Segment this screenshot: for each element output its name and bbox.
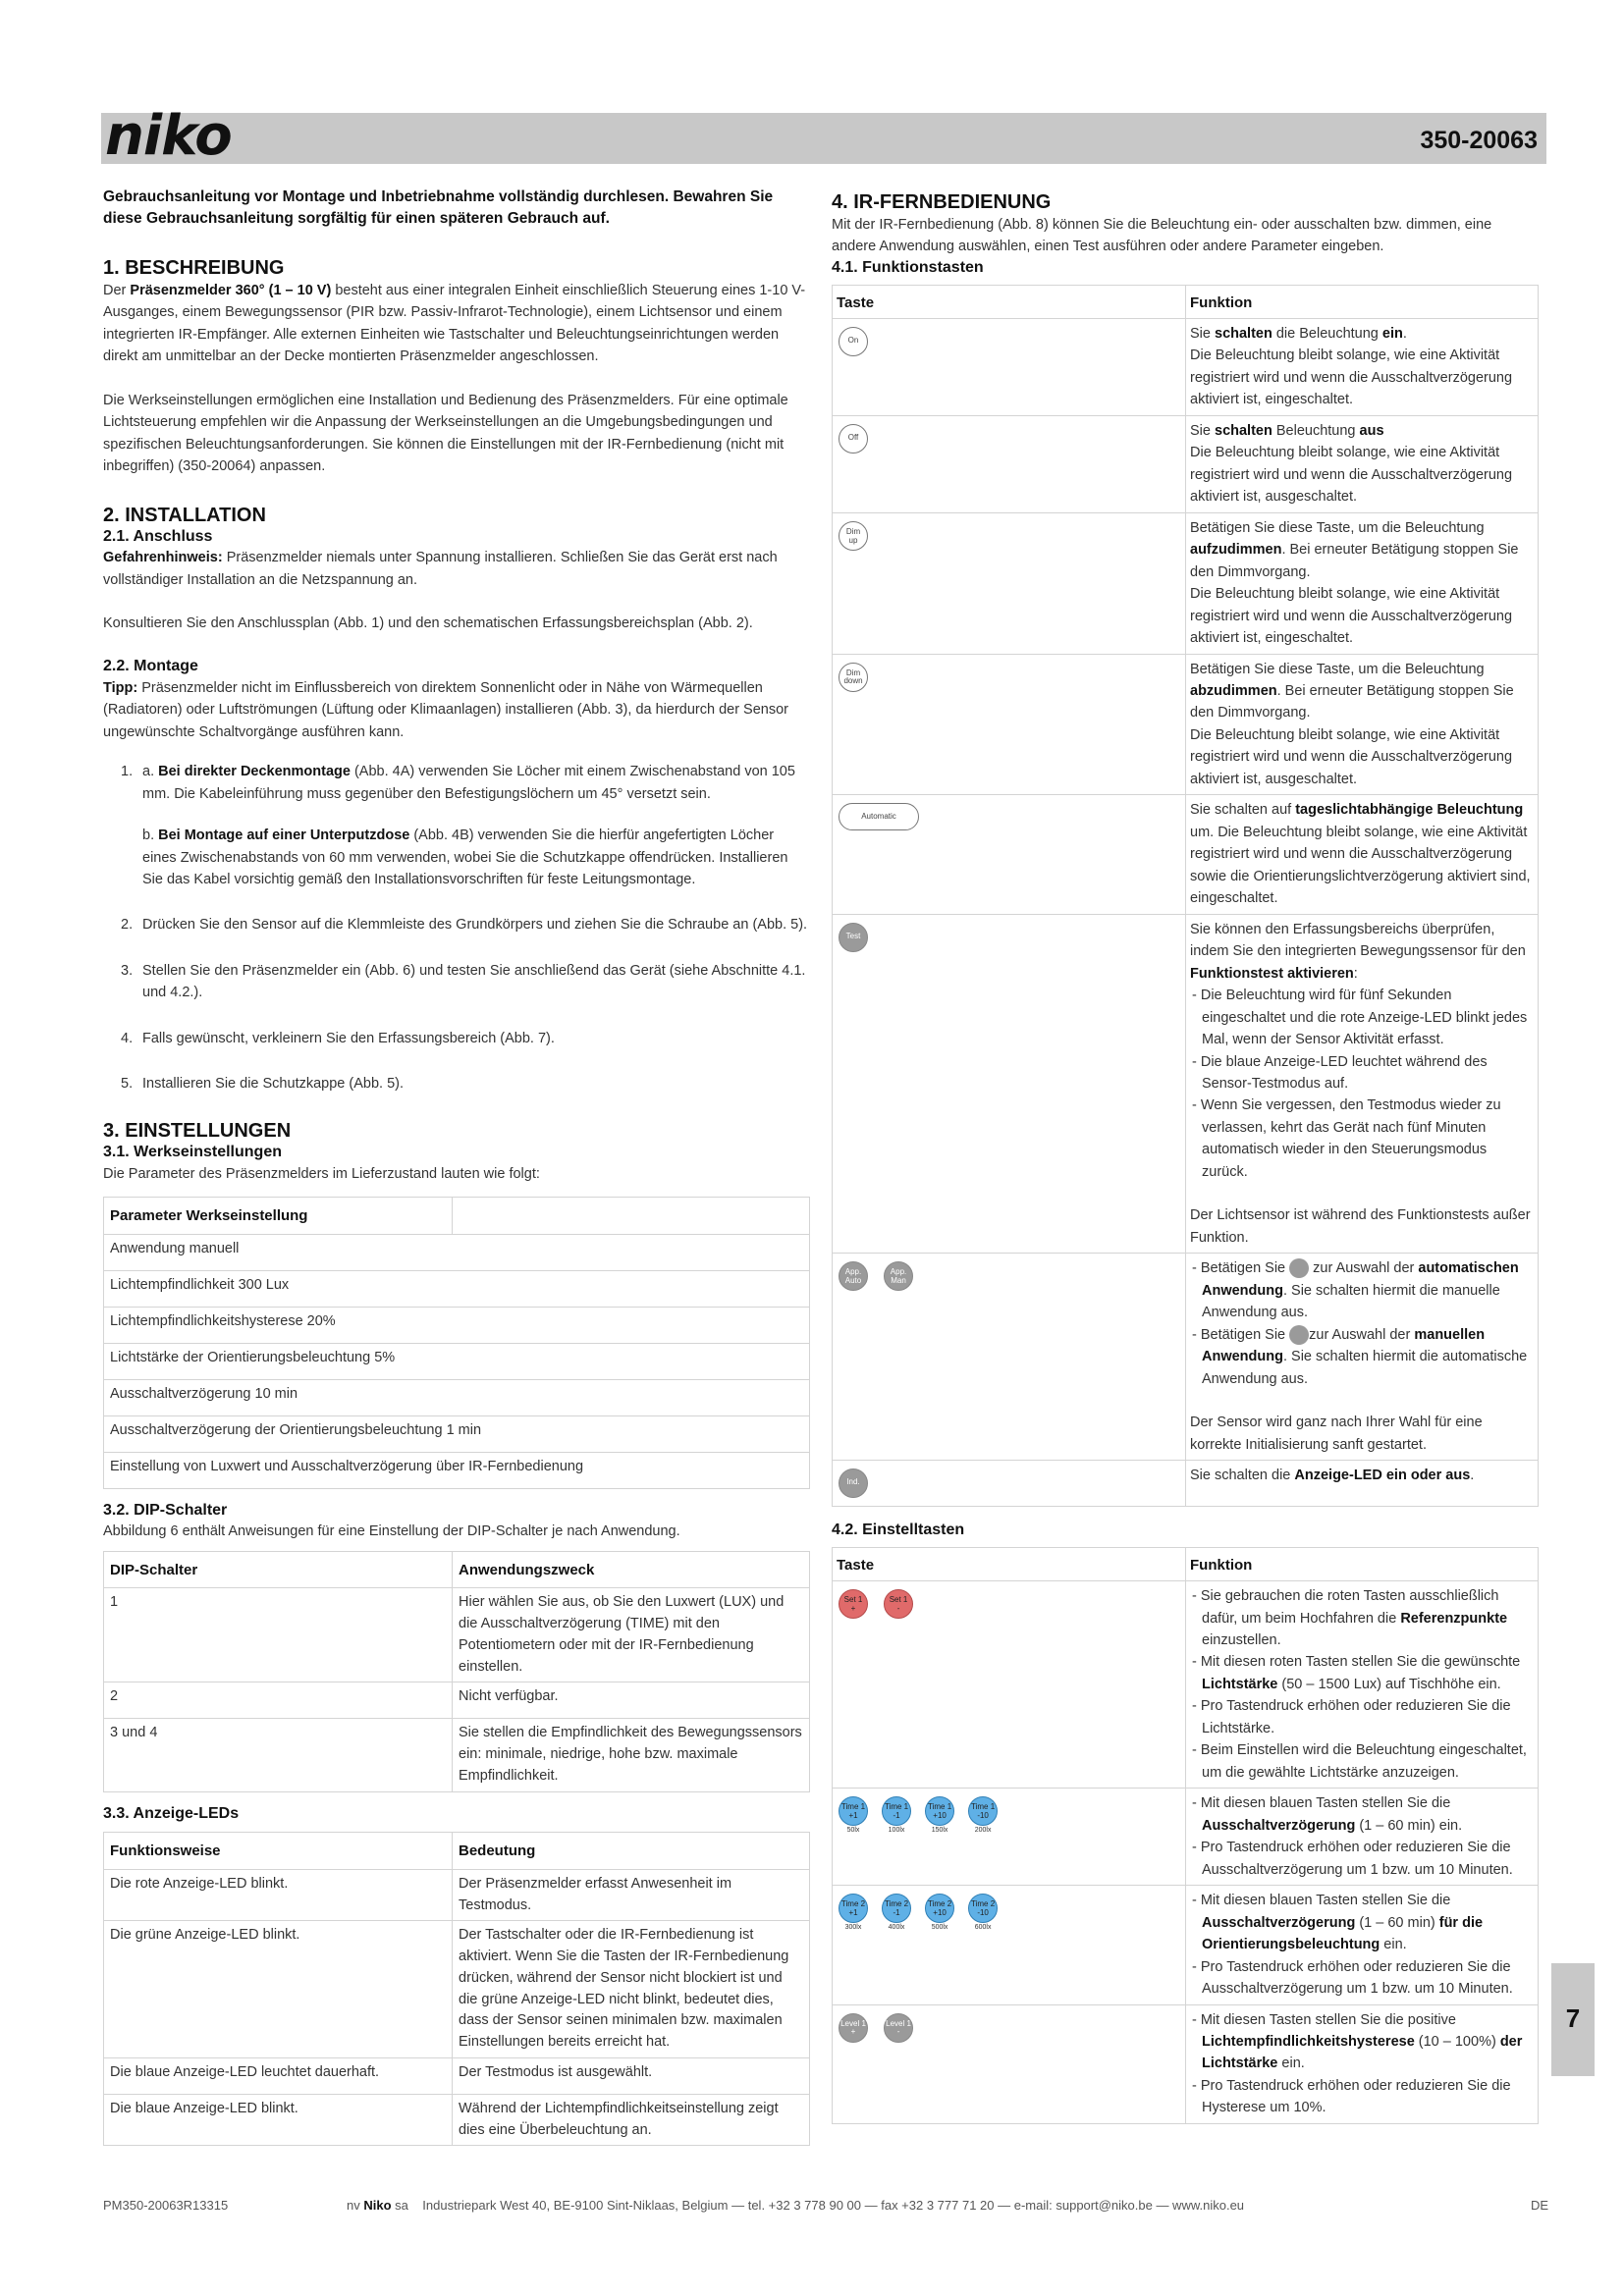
function-keys-table: Taste Funktion On Sie schalten die Beleuchtung ein. Die Beleuchtung bleibt solange, wie eine Aktivität registriert wird und wenn die Ausschaltverzögerung aktiviert ist, eingeschaltet. Off Sie schalten Beleuchtung aus Die Beleuchtung bleibt solange, wie eine Aktivität registriert wird und wenn die Ausschaltverzögerung aktiviert ist, ausgeschaltet. Dim up Betätigen Sie diese Taste, um die Beleuchtung aufzudimmen. Bei erneuter Betätigung stoppen Sie den Dimmvorgang. Die Beleuchtung bleibt solange, wie eine Aktivität registriert wird und wenn die Ausschaltverzögerung aktiviert ist, eingeschaltet. Dim down Betätigen Sie diese Taste, um die Beleuchtung abzudimmen. Bei erneuter Betätigung stoppen Sie den Dimmvorgang. Die Beleuchtung bleibt solange, wie eine Aktivität registriert wird und wenn die Ausschaltverzögerung aktiviert ist, ausgeschaltet. Automatic Sie schalten auf tageslichtabhängige Beleuchtung um. Die Beleuchtung bleibt solange, wie eine Aktivität registriert wird und wenn die Ausschaltverzögerung sowie die Orientierungslichtverzögerung aktiviert sind, eingeschaltet. Test Sie können den Erfassungsbereichs überprüfen, indem Sie den integrierten Bewegungssensor für den Funktionstest aktivieren: - Die Beleuchtung wird für fünf Sekunden eingeschaltet und die rote Anzeige-LED blinkt jedes Mal, wenn der Sensor Aktivität erfasst. - Die blaue Anzeige-LED leuchtet während des Sensor-Testmodus auf. - Wenn Sie vergessen, den Testmodus wieder zu verlassen, kehrt das Gerät nach fünf Minuten automatisch wieder in den Steuerungsmodus zurück. Der Lichtsensor ist während des Funktionstests außer Funktion. App. Auto App. Man - Betätigen Sie zur Auswahl der automatischen Anwendung. Sie schalten hiermit die manuelle Anwendung aus. - Betätigen Sie zur Auswahl der manuellen Anwendung. Sie schalten hiermit die automatische Anwendung aus. Der Sensor wird ganz nach Ihrer Wahl für eine korrekte Initialisierung sanft gestartet. Ind. Sie schalten die Anzeige-LED ein oder aus. — [832, 285, 1539, 1507]
list-item: 2. Drücken Sie den Sensor auf die Klemmleiste des Grundkörpers und ziehen Sie die Schraube an (Abb. 5). — [121, 917, 808, 934]
time1-minus1-button-icon: Time 1 -1 — [882, 1796, 911, 1826]
table-row: Die blaue Anzeige-LED leuchtet dauerhaft. Der Testmodus ist ausgewählt. — [104, 2057, 810, 2094]
table-row: 2 Nicht verfügbar. — [104, 1682, 810, 1719]
factory-settings-paragraph: Die Werkseinstellungen ermöglichen eine Installation und Bedienung des Präsenzmelders. Für eine optimale Lichtsteuerung empfehlen wir die Anpassung der Werkseinstellungen an die Umgebungsbedingungen und spezifischen Beleuchtungsanforderungen. Sie können die Einstellungen mit der IR-Fernbedienung (nicht mit inbegriffen) (350-20064) anpassen. — [103, 392, 788, 475]
table-row: Time 2 +1 300lx Time 2 -1 400lx Time 2 +10 500lx Time 2 -10 600lx - Mit diesen blauen Tasten stellen Sie die Ausschaltverzögerung (1 – 60 min) für die Orientierungsbeleuchtung ein. - Pro Tastendruck erhöhen oder reduzieren Sie die Ausschaltverzögerung um 1 bzw. um 10 Minuten. — [833, 1886, 1539, 2004]
subsection-2-1: 2.1. Anschluss — [103, 527, 213, 545]
set1-minus-button-icon: Set 1 - — [884, 1589, 913, 1619]
niko-logo: niko — [105, 104, 232, 168]
setting-keys-table: Taste Funktion Set 1 + Set 1 - - Sie gebrauchen die roten Tasten ausschließlich dafür, um beim Hochfahren die Referenzpunkte einzustellen. - Mit diesen roten Tasten stellen Sie die gewünschte Lichtstärke (50 – 1500 Lux) auf Tischhöhe ein. - Pro Tastendruck erhöhen oder reduzieren Sie die Lichtstärke. - Beim Einstellen wird die Beleuchtung eingeschaltet, um die gewählte Lichtstärke anzuzeigen. Time 1 +1 50lx Time 1 -1 100lx Time 1 +10 150lx Time 1 -10 200lx - Mit diesen blauen Tasten stellen Sie die Ausschaltverzögerung (1 – 60 min) ein. - Pro Tastendruck erhöhen oder reduzieren Sie die Ausschaltverzögerung um 1 bzw. um 10 Minuten. Time 2 +1 300lx Time 2 -1 400lx Time 2 +10 500lx Time 2 -10 600lx - Mit diesen blauen Tasten stellen Sie die Ausschaltverzögerung (1 – 60 min) für die Orientierungsbeleuchtung ein. - Pro Tastendruck erhöhen oder reduzieren Sie die Ausschaltverzögerung um 1 bzw. um 10 Minuten. Level 1 + Level 1 - - Mit diesen Tasten stellen Sie die positive Lichtempfindlichkeitshysterese (10 – 100%) der Lichtstärke ein. - Pro Tastendruck erhöhen oder reduzieren Sie die Hysterese um 10%. — [832, 1547, 1539, 2124]
table-row: Off Sie schalten Beleuchtung aus Die Beleuchtung bleibt solange, wie eine Aktivität registriert wird und wenn die Ausschaltverzögerung aktiviert ist, ausgeschaltet. — [833, 415, 1539, 512]
table-row: Die grüne Anzeige-LED blinkt. Der Tastschalter oder die IR-Fernbedienung ist aktiviert. Wenn Sie die Tasten der IR-Fernbedienung drücken, während der Sensor nicht blockiert ist und die grüne Anzeige-LED nicht blinkt, bedeutet dies, dass der Sensor seinen minimalen bzw. maximalen Einstellungen bereits erreicht hat. — [104, 1921, 810, 2058]
time2-plus1-button-icon: Time 2 +1 — [839, 1894, 868, 1923]
table-row: Test Sie können den Erfassungsbereichs überprüfen, indem Sie den integrierten Bewegungssensor für den Funktionstest aktivieren: - Die Beleuchtung wird für fünf Sekunden eingeschaltet und die rote Anzeige-LED blinkt jedes Mal, wenn der Sensor Aktivität erfasst. - Die blaue Anzeige-LED leuchtet während des Sensor-Testmodus auf. - Wenn Sie vergessen, den Testmodus wieder zu verlassen, kehrt das Gerät nach fünf Minuten automatisch wieder in den Steuerungsmodus zurück. Der Lichtsensor ist während des Funktionstests außer Funktion. — [833, 914, 1539, 1254]
time2-minus1-button-icon: Time 2 -1 — [882, 1894, 911, 1923]
table-row: App. Auto App. Man - Betätigen Sie zur Auswahl der automatischen Anwendung. Sie schalten hiermit die manuelle Anwendung aus. - Betätigen Sie zur Auswahl der manuellen Anwendung. Sie schalten hiermit die automatische Anwendung aus. Der Sensor wird ganz nach Ihrer Wahl für eine korrekte Initialisierung sanft gestartet. — [833, 1254, 1539, 1461]
automatic-button-icon: Automatic — [839, 803, 919, 830]
factory-settings-table — [103, 1197, 810, 1489]
subsection-4-1: 4.1. Funktionstasten — [832, 258, 984, 276]
dip-switch-table: DIP-Schalter Anwendungszweck 1 Hier wählen Sie aus, ob Sie den Luxwert (LUX) und die Ausschaltverzögerung (TIME) mit den Potentiometern oder mit der IR-Fernbedienung einstellen. 2 Nicht verfügbar. 3 und 4 Sie stellen die Empfindlichkeit des Bewegungssensors ein: minimale, niedrige, hohe bzw. maximale Empfindlichkeit. — [103, 1551, 810, 1792]
app-man-inline-icon — [1289, 1325, 1309, 1345]
section-1-title: 1. BESCHREIBUNG — [103, 256, 285, 279]
tip-note: Tipp: Präsenzmelder nicht im Einflussbereich von direktem Sonnenlicht oder in Nähe von Wärmequellen (Radiatoren) oder Luftströmungen (Lüftung oder Klimaanlagen) installieren (Abb. 3), da hierdurch der Sensor ungewünschte Schaltvorgänge ausführen kann. — [103, 679, 789, 740]
footer-code: PM350-20063R13315 — [103, 2198, 229, 2213]
table-row: Lichtempfindlichkeitshysterese 20% — [104, 1307, 810, 1343]
description-paragraph: Der Präsenzmelder 360° (1 – 10 V) besteht aus einer integralen Einheit einschließlich Steuerung eines 1-10 V-Ausganges, einem Bewegungssensor (PIR bzw. Passiv-Infrarot-Technologie), einem Lichtsensor und einem integrierten IR-Empfänger. Alle externen Einheiten wie Tastschalter und Beleuchtungseinrichtungen werden direkt am unmittelbar an der Decke montierten Präsenzmelder angeschlossen. — [103, 282, 806, 365]
subsection-2-2: 2.2. Montage — [103, 657, 198, 674]
table-row: Die rote Anzeige-LED blinkt. Der Präsenzmelder erfasst Anwesenheit im Testmodus. — [104, 1869, 810, 1921]
level1-minus-button-icon: Level 1 - — [884, 2013, 913, 2043]
time1-plus10-button-icon: Time 1 +10 — [925, 1796, 954, 1826]
table-row: Ausschaltverzögerung der Orientierungsbeleuchtung 1 min — [104, 1415, 810, 1452]
time1-minus10-button-icon: Time 1 -10 — [968, 1796, 998, 1826]
list-item: 3. Stellen Sie den Präsenzmelder ein (Abb. 6) und testen Sie anschließend das Gerät (siehe Abschnitte 4.1. und 4.2.). — [121, 962, 806, 1001]
table-row: Die blaue Anzeige-LED blinkt. Während der Lichtempfindlichkeitseinstellung zeigt dies eine Überbeleuchtung an. — [104, 2094, 810, 2146]
page-number-tab: 7 — [1551, 1963, 1595, 2076]
table-row: Lichtempfindlichkeit 300 Lux — [104, 1270, 810, 1307]
left-column — [103, 187, 810, 2146]
dim-down-button-icon: Dim down — [839, 663, 868, 692]
table-row: Lichtstärke der Orientierungsbeleuchtung 5% — [104, 1343, 810, 1379]
table-row: Einstellung von Luxwert und Ausschaltverzögerung über IR-Fernbedienung — [104, 1452, 810, 1488]
table-row: Ausschaltverzögerung 10 min — [104, 1379, 810, 1415]
table-row: Level 1 + Level 1 - - Mit diesen Tasten stellen Sie die positive Lichtempfindlichkeitshysterese (10 – 100%) der Lichtstärke ein. - Pro Tastendruck erhöhen oder reduzieren Sie die Hysterese um 10%. — [833, 2004, 1539, 2123]
footer-language: DE — [1530, 2198, 1548, 2213]
list-item: 4. Falls gewünscht, verkleinern Sie den Erfassungsbereich (Abb. 7). — [121, 1030, 555, 1046]
remote-intro: Mit der IR-Fernbedienung (Abb. 8) können Sie die Beleuchtung ein- oder ausschalten bzw. dimmen, eine andere Anwendung auswählen, einen Test ausführen oder andere Parameter eingeben. — [832, 217, 1492, 255]
on-button-icon: On — [839, 327, 868, 356]
mounting-steps — [103, 761, 810, 1095]
off-button-icon: Off — [839, 424, 868, 454]
app-auto-button-icon: App. Auto — [839, 1261, 868, 1291]
subsection-4-2: 4.2. Einstelltasten — [832, 1522, 965, 1539]
consult-note: Konsultieren Sie den Anschlussplan (Abb. 1) und den schematischen Erfassungsbereichsplan (Abb. 2). — [103, 615, 753, 632]
table-row: 3 und 4 Sie stellen die Empfindlichkeit des Bewegungssensors ein: minimale, niedrige, hohe bzw. maximale Empfindlichkeit. — [104, 1719, 810, 1791]
dip-intro: Abbildung 6 enthält Anweisungen für eine Einstellung der DIP-Schalter je nach Anwendung. — [103, 1523, 680, 1540]
table-row: Automatic Sie schalten auf tageslichtabhängige Beleuchtung um. Die Beleuchtung bleibt solange, wie eine Aktivität registriert wird und wenn die Ausschaltverzögerung sowie die Orientierungslichtverzögerung aktiviert sind, eingeschaltet. — [833, 795, 1539, 914]
table-header: Parameter Werkseinstellung — [104, 1198, 453, 1235]
level1-plus-button-icon: Level 1 + — [839, 2013, 868, 2043]
app-auto-inline-icon — [1289, 1258, 1309, 1278]
subsection-3-3: 3.3. Anzeige-LEDs — [103, 1804, 240, 1822]
indicator-button-icon: Ind. — [839, 1468, 868, 1498]
subsection-3-1: 3.1. Werkseinstellungen — [103, 1143, 282, 1160]
subsection-3-2: 3.2. DIP-Schalter — [103, 1501, 228, 1519]
section-2-title: 2. INSTALLATION — [103, 504, 266, 526]
dim-up-button-icon: Dim up — [839, 521, 868, 551]
table-row: Set 1 + Set 1 - - Sie gebrauchen die roten Tasten ausschließlich dafür, um beim Hochfahren die Referenzpunkte einzustellen. - Mit diesen roten Tasten stellen Sie die gewünschte Lichtstärke (50 – 1500 Lux) auf Tischhöhe ein. - Pro Tastendruck erhöhen oder reduzieren Sie die Lichtstärke. - Beim Einstellen wird die Beleuchtung eingeschaltet, um die gewählte Lichtstärke anzuzeigen. — [833, 1581, 1539, 1789]
list-item: 5. Installieren Sie die Schutzkappe (Abb. 5). — [121, 1076, 404, 1093]
table-row: 1 Hier wählen Sie aus, ob Sie den Luxwert (LUX) und die Ausschaltverzögerung (TIME) mit den Potentiometern oder mit der IR-Fernbedienung einstellen. — [104, 1588, 810, 1682]
table-row: Time 1 +1 50lx Time 1 -1 100lx Time 1 +10 150lx Time 1 -10 200lx - Mit diesen blauen Tasten stellen Sie die Ausschaltverzögerung (1 – 60 min) ein. - Pro Tastendruck erhöhen oder reduzieren Sie die Ausschaltverzögerung um 1 bzw. um 10 Minuten. — [833, 1789, 1539, 1886]
right-column — [832, 187, 1539, 2124]
table-row: Anwendung manuell — [104, 1234, 810, 1270]
table-row: On Sie schalten die Beleuchtung ein. Die Beleuchtung bleibt solange, wie eine Aktivität registriert wird und wenn die Ausschaltverzögerung aktiviert ist, eingeschaltet. — [833, 318, 1539, 415]
time2-minus10-button-icon: Time 2 -10 — [968, 1894, 998, 1923]
set1-plus-button-icon: Set 1 + — [839, 1589, 868, 1619]
danger-note: Gefahrenhinweis: Präsenzmelder niemals unter Spannung installieren. Schließen Sie das Gerät erst nach vollständiger Installation an die Netzspannung an. — [103, 550, 778, 588]
table-row: Ind. Sie schalten die Anzeige-LED ein oder aus. — [833, 1461, 1539, 1507]
table-row: Dim down Betätigen Sie diese Taste, um die Beleuchtung abzudimmen. Bei erneuter Betätigung stoppen Sie den Dimmvorgang. Die Beleuchtung bleibt solange, wie eine Aktivität registriert wird und wenn die Ausschaltverzögerung aktiviert ist, ausgeschaltet. — [833, 654, 1539, 795]
section-4-title: 4. IR-FERNBEDIENUNG — [832, 191, 1052, 213]
led-table: Funktionsweise Bedeutung Die rote Anzeige-LED blinkt. Der Präsenzmelder erfasst Anwesenheit im Testmodus. Die grüne Anzeige-LED blinkt. Der Tastschalter oder die IR-Fernbedienung ist aktiviert. Wenn Sie die Tasten der IR-Fernbedienung drücken, während der Sensor nicht blockiert ist und die grüne Anzeige-LED nicht blinkt, bedeutet dies, dass der Sensor seinen minimalen bzw. maximalen Einstellungen bereits erreicht hat. Die blaue Anzeige-LED leuchtet dauerhaft. Der Testmodus ist ausgewählt. Die blaue Anzeige-LED blinkt. Während der Lichtempfindlichkeitseinstellung zeigt dies eine Überbeleuchtung an. — [103, 1832, 810, 2146]
footer-address: nv Niko sa Industriepark West 40, BE-9100 Sint-Niklaas, Belgium — tel. +32 3 778 90 00 — fax +32 3 777 71 20 — e-mail: support@niko.be — www.niko.eu — [347, 2198, 1245, 2213]
document-number: 350-20063 — [1420, 127, 1538, 154]
time1-plus1-button-icon: Time 1 +1 — [839, 1796, 868, 1826]
time2-plus10-button-icon: Time 2 +10 — [925, 1894, 954, 1923]
app-man-button-icon: App. Man — [884, 1261, 913, 1291]
section-3-title: 3. EINSTELLUNGEN — [103, 1119, 292, 1142]
intro-text: Gebrauchsanleitung vor Montage und Inbetriebnahme vollständig durchlesen. Bewahren Sie diese Gebrauchsanleitung sorgfältig für einen späteren Gebrauch auf. — [103, 188, 774, 228]
table-row: Dim up Betätigen Sie diese Taste, um die Beleuchtung aufzudimmen. Bei erneuter Betätigung stoppen Sie den Dimmvorgang. Die Beleuchtung bleibt solange, wie eine Aktivität registriert wird und wenn die Ausschaltverzögerung aktiviert ist, eingeschaltet. — [833, 512, 1539, 654]
list-item: 1. a. Bei direkter Deckenmontage (Abb. 4A) verwenden Sie Löcher mit einem Zwischenabstand von 105 mm. Die Kabeleinführung muss gegenüber den Befestigungslöchern um 45° versetzt sein. b. Bei Montage auf einer Unterputzdose (Abb. 4B) verwenden Sie die hierfür angefertigten Löcher eines Zwischenabstands von 60 mm verwenden, wobei Sie die Schutzkappe offendrücken. Installieren Sie das Kabel vorsichtig gemäß den Installationsvorschriften für feste Leitungsmontage. — [121, 764, 795, 887]
header-bar — [101, 113, 1546, 164]
factory-intro: Die Parameter des Präsenzmelders im Lieferzustand lauten wie folgt: — [103, 1165, 540, 1182]
test-button-icon: Test — [839, 923, 868, 952]
